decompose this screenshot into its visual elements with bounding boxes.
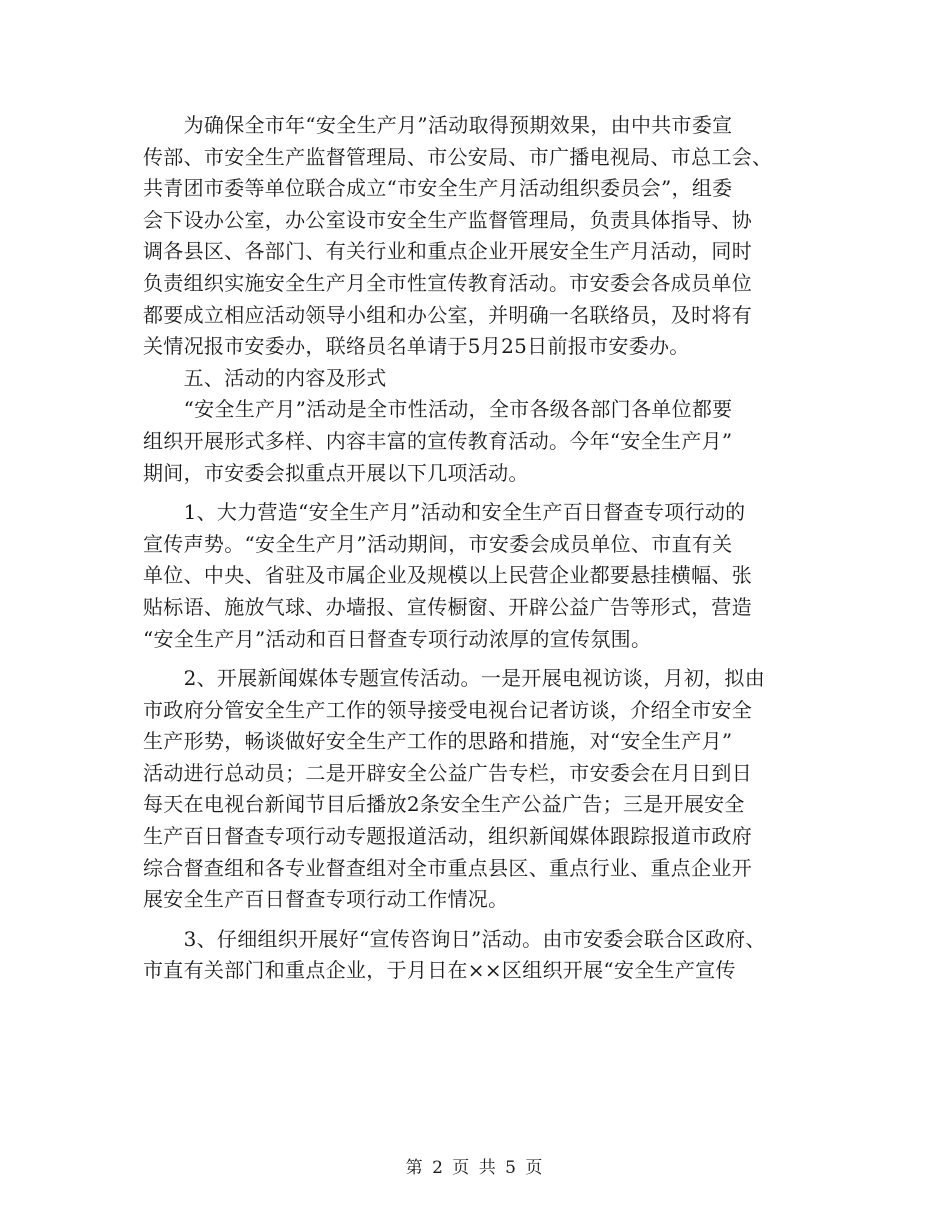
- body-line-14: 宣传声势。“安全生产月”活动期间，市安委会成员单位、市直有关: [143, 531, 733, 556]
- body-line-16: 贴标语、施放气球、办墙报、宣传橱窗、开辟公益广告等形式，营造: [143, 594, 752, 619]
- body-line-7: 都要成立相应活动领导小组和办公室，并明确一名联络员，及时将有: [143, 302, 752, 327]
- body-line-5: 调各县区、各部门、有关行业和重点企业开展安全生产月活动，同时: [143, 239, 752, 264]
- body-line-12: 期间，市安委会拟重点开展以下几项活动。: [143, 460, 529, 485]
- body-line-2: 传部、市安全生产监督管理局、市公安局、市广播电视局、市总工会、: [143, 144, 773, 169]
- document-body: [143, 110, 823, 987]
- body-line-17: “安全生产月”活动和百日督查专项行动浓厚的宣传氛围。: [143, 626, 652, 651]
- body-line-3: 共青团市委等单位联合成立“市安全生产月活动组织委员会”，组委: [143, 176, 733, 201]
- body-line-27: 市直有关部门和重点企业，于月日在××区组织开展“安全生产宣传: [143, 958, 736, 983]
- body-line-23: 生产百日督查专项行动专题报道活动，组织新闻媒体跟踪报道市政府: [143, 824, 752, 849]
- body-line-10: “安全生产月”活动是全市性活动，全市各级各部门各单位都要: [143, 397, 733, 422]
- body-line-20: 生产形势，畅谈做好安全生产工作的思路和措施，对“安全生产月”: [143, 729, 733, 754]
- section-heading: 五、活动的内容及形式: [143, 365, 387, 390]
- body-line-21: 活动进行总动员；二是开辟安全公益广告专栏，市安委会在月日到日: [143, 760, 752, 785]
- body-line-1: 为确保全市年“安全生产月”活动取得预期效果，由中共市委宣: [143, 113, 733, 137]
- page-number-footer: 第 2 页 共 5 页: [405, 1158, 545, 1178]
- body-line-26: 3、仔细组织开展好“宣传咨询日”活动。由市安委会联合区政府、: [143, 926, 766, 951]
- body-line-15: 单位、中央、省驻及市属企业及规模以上民营企业都要悬挂横幅、张: [143, 563, 752, 588]
- paragraph-gap: [143, 655, 823, 663]
- paragraph-gap: [143, 916, 823, 924]
- body-line-8: 关情况报市安委办，联络员名单请于5月25日前报市安委办。: [143, 334, 690, 359]
- body-line-13: 1、大力营造“安全生产月”活动和安全生产百日督查专项行动的: [143, 500, 746, 525]
- body-line-19: 市政府分管安全生产工作的领导接受电视台记者访谈，介绍全市安全: [143, 697, 752, 722]
- body-line-11: 组织开展形式多样、内容丰富的宣传教育活动。今年“安全生产月”: [143, 428, 733, 453]
- body-line-24: 综合督查组和各专业督查组对全市重点县区、重点行业、重点企业开: [143, 855, 752, 880]
- paragraph-gap: [143, 489, 823, 497]
- body-line-22: 每天在电视台新闻节目后播放2条安全生产公益广告；三是开展安全: [143, 792, 745, 817]
- body-line-4: 会下设办公室，办公室设市安全生产监督管理局，负责具体指导、协: [143, 207, 752, 232]
- body-line-6: 负责组织实施安全生产月全市性宣传教育活动。市安委会各成员单位: [143, 270, 752, 295]
- body-line-25: 展安全生产百日督查专项行动工作情况。: [143, 887, 509, 912]
- body-line-18: 2、开展新闻媒体专题宣传活动。一是开展电视访谈，月初，拟由: [143, 666, 766, 691]
